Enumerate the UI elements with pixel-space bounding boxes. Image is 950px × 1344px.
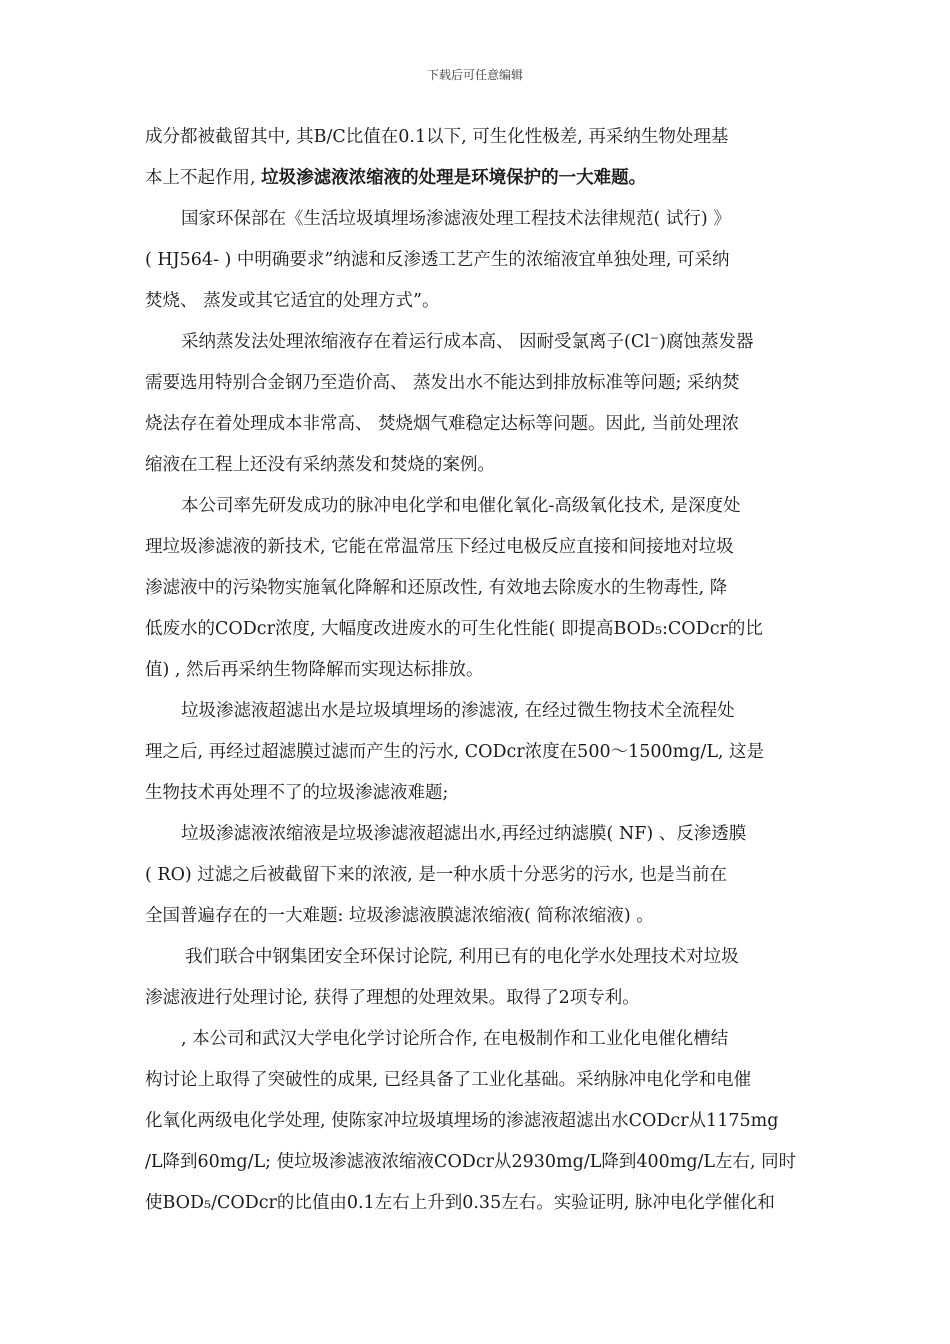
- paragraph-line: 全国普遍存在的一大难题: 垃圾渗滤液膜滤浓缩液( 简称浓缩液) 。: [145, 906, 654, 926]
- paragraph-line: 值) , 然后再采纳生物降解而实现达标排放。: [145, 660, 484, 680]
- paragraph-line: 生物技术再处理不了的垃圾渗滤液难题;: [145, 783, 449, 803]
- paragraph-line: 垃圾渗滤液浓缩液是垃圾渗滤液超滤出水,再经过纳滤膜( NF) 、反渗透膜: [181, 824, 747, 844]
- paragraph-line: 成分都被截留其中, 其B/C比值在0.1以下, 可生化性极差, 再采纳生物处理基: [145, 127, 729, 147]
- paragraph-line: 化氧化两级电化学处理, 使陈家冲垃圾填埋场的渗滤液超滤出水CODcr从1175mg: [145, 1111, 779, 1131]
- paragraph-line: 焚烧、 蒸发或其它适宜的处理方式”。: [145, 291, 440, 311]
- paragraph-line: 本公司率先研发成功的脉冲电化学和电催化氧化-高级氧化技术, 是深度处: [181, 496, 741, 516]
- paragraph-line: 渗滤液中的污染物实施氧化降解和还原改性, 有效地去除废水的生物毒性, 降: [145, 578, 728, 598]
- paragraph-line: , 本公司和武汉大学电化学讨论所合作, 在电极制作和工业化电催化槽结: [181, 1029, 729, 1049]
- emphasis-text: 垃圾渗滤液浓缩液的处理是环境保护的一大难题。: [261, 168, 647, 188]
- paragraph-line: 国家环保部在《生活垃圾填埋场渗滤液处理工程技术法律规范( 试行) 》: [181, 209, 731, 229]
- paragraph-line: /L降到60mg/L; 使垃圾渗滤液浓缩液CODcr从2930mg/L降到400mg/L左右, 同时: [145, 1152, 797, 1172]
- paragraph-line: 理之后, 再经过超滤膜过滤而产生的污水, CODcr浓度在500～1500mg/L, 这是: [145, 742, 765, 762]
- paragraph-line: 需要选用特别合金钢乃至造价高、 蒸发出水不能达到排放标准等问题; 采纳焚: [145, 373, 740, 393]
- paragraph-line: ( HJ564- ) 中明确要求”纳滤和反渗透工艺产生的浓缩液宜单独处理, 可采纳: [145, 250, 730, 270]
- paragraph-line: 垃圾渗滤液超滤出水是垃圾填埋场的渗滤液, 在经过微生物技术全流程处: [181, 701, 735, 721]
- paragraph-line: 构讨论上取得了突破性的成果, 已经具备了工业化基础。采纳脉冲电化学和电催: [145, 1070, 752, 1090]
- line-text: 本上不起作用,: [145, 168, 262, 188]
- paragraph-line: 采纳蒸发法处理浓缩液存在着运行成本高、 因耐受氯离子(Cl⁻)腐蚀蒸发器: [181, 332, 754, 352]
- paragraph-line: 使BOD₅/CODcr的比值由0.1左右上升到0.35左右。实验证明, 脉冲电化学催化和: [145, 1193, 775, 1213]
- paragraph-line: [145, 168, 646, 188]
- paragraph-line: 缩液在工程上还没有采纳蒸发和焚烧的案例。: [145, 455, 495, 475]
- paragraph-line: 烧法存在着处理成本非常高、 焚烧烟气难稳定达标等问题。因此, 当前处理浓: [145, 414, 740, 434]
- paragraph-line: 我们联合中钢集团安全环保讨论院, 利用已有的电化学水处理技术对垃圾: [185, 947, 739, 967]
- paragraph-line: 低废水的CODcr浓度, 大幅度改进废水的可生化性能( 即提高BOD₅:CODcr的比: [145, 619, 763, 639]
- page-header: 下载后可任意编辑: [426, 68, 523, 82]
- paragraph-line: 理垃圾渗滤液的新技术, 它能在常温常压下经过电极反应直接和间接地对垃圾: [145, 537, 734, 557]
- paragraph-line: ( RO) 过滤之后被截留下来的浓液, 是一种水质十分恶劣的污水, 也是当前在: [145, 865, 728, 885]
- paragraph-line: 渗滤液进行处理讨论, 获得了理想的处理效果。取得了2项专利。: [145, 988, 640, 1008]
